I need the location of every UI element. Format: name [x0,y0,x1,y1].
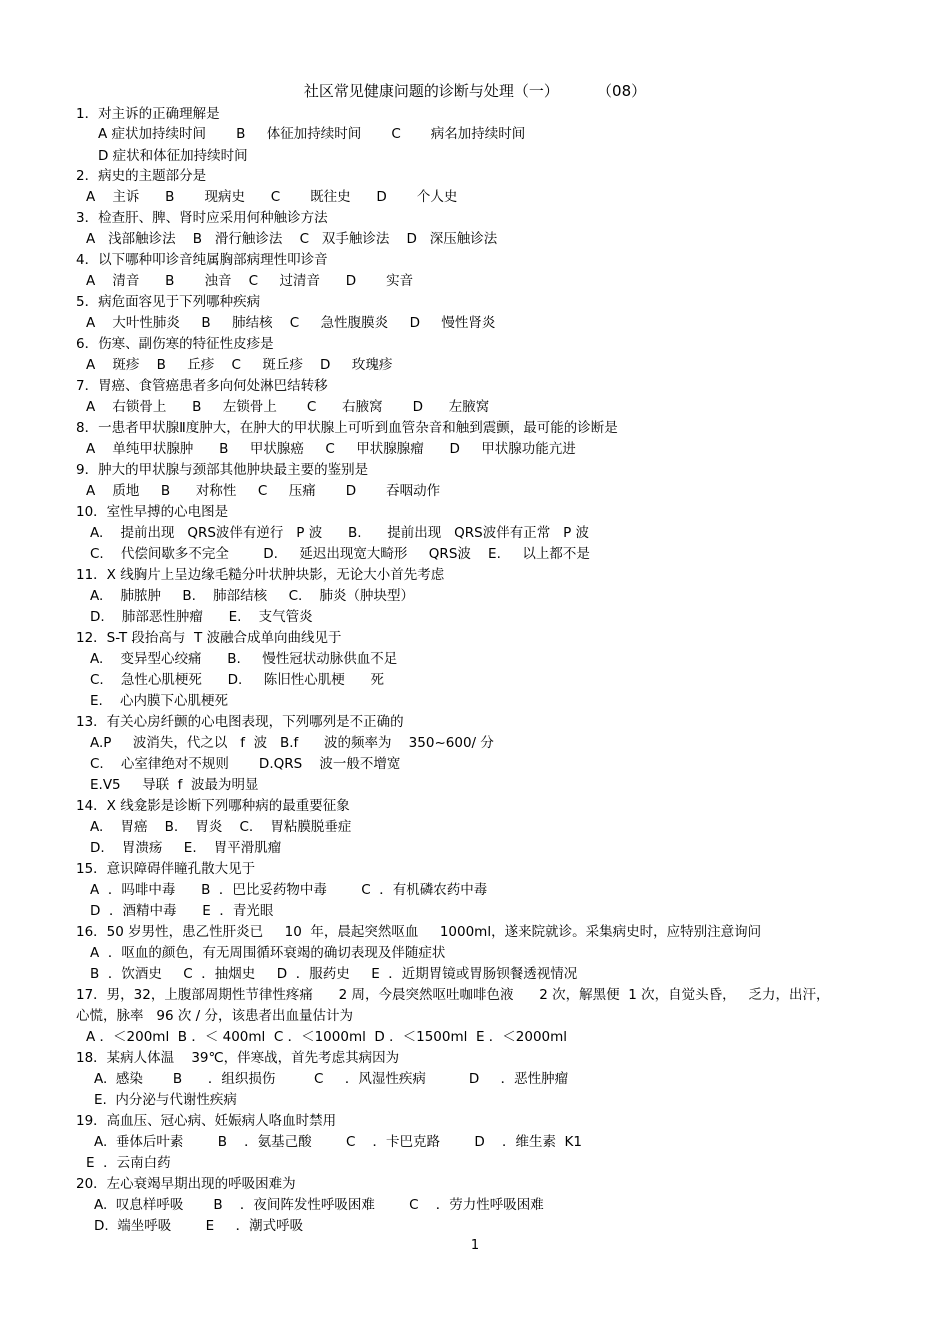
answer-options: A.P 波消失，代之以 f 波 B.f 波的频率为 350~600/ 分 [90,735,494,751]
question-stem: 10．室性早搏的心电图是 [76,504,229,520]
question-stem: 11．X 线胸片上呈边缘毛糙分叶状肿块影，无论大小首先考虑 [76,567,445,583]
answer-options: A 右锁骨上 B 左锁骨上 C 右腋窝 D 左腋窝 [86,399,490,415]
question-stem: 3．检查肝、脾、肾时应采用何种触诊方法 [76,210,328,226]
title-code: （08） [597,82,647,100]
question-stem: 6．伤寒、副伤寒的特征性皮疹是 [76,336,274,352]
answer-options: C. 急性心肌梗死 D. 陈旧性心肌梗 死 [90,672,385,688]
answer-options: E. 内分泌与代谢性疾病 [94,1092,237,1108]
question-stem: 15．意识障碍伴瞳孔散大见于 [76,861,256,877]
question-stem: 9．肿大的甲状腺与颈部其他肿块最主要的鉴别是 [76,462,369,478]
question-stem: 18．某病人体温 39℃，伴寒战，首先考虑其病因为 [76,1050,400,1066]
answer-options: D. 肺部恶性肿瘤 E. 支气管炎 [90,609,313,625]
answer-options: D. 端坐呼吸 E ．潮式呼吸 [94,1218,304,1234]
answer-options: D. 胃溃疡 E. 胃平滑肌瘤 [90,840,282,856]
answer-options: A 斑疹 B 丘疹 C 斑丘疹 D 玫瑰疹 [86,357,393,373]
answer-options: B ．饮酒史 C ．抽烟史 D ．服药史 E ．近期胃镜或胃肠钡餐透视情况 [90,966,578,982]
question-stem: 5．病危面容见于下列哪种疾病 [76,294,261,310]
question-stem: 14．X 线龛影是诊断下列哪种病的最重要征象 [76,798,350,814]
question-stem: 17．男，32，上腹部周期性节律性疼痛 2 周，今晨突然呕吐咖啡色液 2 次，解黑便 1 次，自觉头昏， 乏力，出汗， [76,987,830,1003]
answer-options: A 清音 B 浊音 C 过清音 D 实音 [86,273,414,289]
answer-options: C. 心室律绝对不规则 D.QRS 波一般不增宽 [90,756,401,772]
answer-options: A 单纯甲状腺肿 B 甲状腺癌 C 甲状腺腺瘤 D 甲状腺功能亢进 [86,441,576,457]
question-stem: 16．50 岁男性，患乙性肝炎已 10 年，晨起突然呕血 1000ml，遂来院就诊。采集病史时，应特别注意询问 [76,924,762,940]
question-stem: 4．以下哪种叩诊音纯属胸部病理性叩诊音 [76,252,328,268]
title-text: 社区常见健康问题的诊断与处理（一） [303,82,559,100]
page-number: 1 [470,1238,480,1253]
question-stem: 12．S-T 段抬高与 T 波融合成单向曲线见于 [76,630,342,646]
answer-options: A. 提前出现 QRS波伴有逆行 P 波 B. 提前出现 QRS波伴有正常 P 波 [90,525,590,541]
answer-options: A. 变异型心绞痛 B. 慢性冠状动脉供血不足 [90,651,398,667]
answer-options: A ．＜200ml B ．＜ 400ml C ．＜1000ml D ．＜1500ml E ．＜2000ml [86,1029,568,1045]
answer-options: E.V5 导联 f 波最为明显 [90,777,259,793]
answer-options: A 质地 B 对称性 C 压痛 D 吞咽动作 [86,483,441,499]
answer-options: A 大叶性肺炎 B 肺结核 C 急性腹膜炎 D 慢性肾炎 [86,315,496,331]
answer-options: A 主诉 B 现病史 C 既往史 D 个人史 [86,189,458,205]
question-stem: 8．一患者甲状腺Ⅱ度肿大，在肿大的甲状腺上可听到血管杂音和触到震颤，最可能的诊断是 [76,420,618,436]
answer-options: C. 代偿间歇多不完全 D. 延迟出现宽大畸形 QRS波 E. 以上都不是 [90,546,590,562]
answer-options: D ．酒精中毒 E ．青光眼 [90,903,274,919]
answer-options: A ．吗啡中毒 B ．巴比妥药物中毒 C ．有机磷农药中毒 [90,882,488,898]
answer-options: A 浅部触诊法 B 滑行触诊法 C 双手触诊法 D 深压触诊法 [86,231,498,247]
question-stem: 7．胃癌、食管癌患者多向何处淋巴结转移 [76,378,328,394]
answer-options: A. 叹息样呼吸 B ．夜间阵发性呼吸困难 C ．劳力性呼吸困难 [94,1197,544,1213]
question-stem: 1．对主诉的正确理解是 [76,106,220,122]
question-stem: 2．病史的主题部分是 [76,168,207,184]
answer-options: A ．呕血的颜色，有无周围循环衰竭的确切表现及伴随症状 [90,945,446,961]
answer-options: E ．云南白药 [86,1155,171,1171]
answer-options: A. 肺脓肿 B. 肺部结核 C. 肺炎（肿块型） [90,588,414,604]
answer-options: A. 感染 B ．组织损伤 C ．风湿性疾病 D ．恶性肿瘤 [94,1071,569,1087]
question-stem: 13．有关心房纤颤的心电图表现，下列哪列是不正确的 [76,714,404,730]
answer-options: A. 垂体后叶素 B ．氨基己酸 C ．卡巴克路 D ．维生素 K1 [94,1134,582,1150]
page-title [0,80,950,102]
answer-options: E. 心内膜下心肌梗死 [90,693,228,709]
question-stem: 19．高血压、冠心病、妊娠病人咯血时禁用 [76,1113,337,1129]
question-stem: 20．左心衰竭早期出现的呼吸困难为 [76,1176,296,1192]
answer-options: D 症状和体征加持续时间 [98,148,248,164]
answer-options: A. 胃癌 B. 胃炎 C. 胃粘膜脱垂症 [90,819,352,835]
answer-options: A 症状加持续时间 B 体征加持续时间 C 病名加持续时间 [98,126,526,142]
question-stem: 心慌，脉率 96 次 / 分，该患者出血量估计为 [76,1008,353,1024]
